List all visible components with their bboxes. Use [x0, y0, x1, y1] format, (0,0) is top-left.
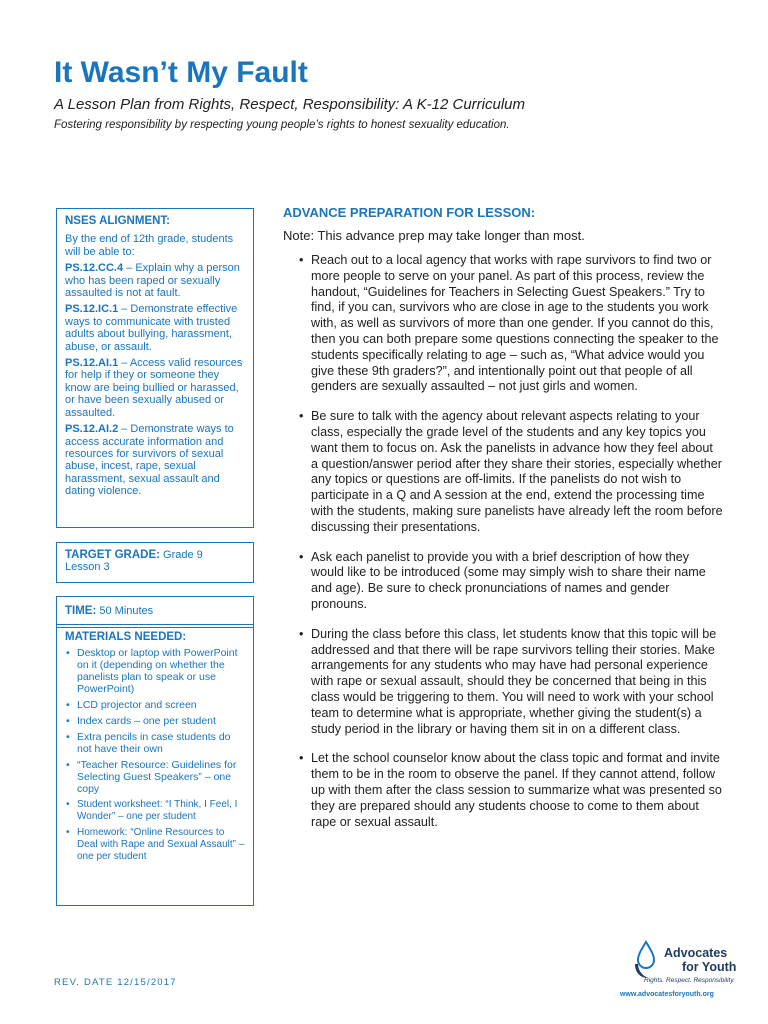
list-item: • During the class before this class, let students know that this topic will be addressed and that there will be rape survivors telling their stories. Make arrangements for any students who may have had personal experience with rape or sexual assault, should they be concerned that being in this class would be triggering to them. You will need to work with your school team to determine what is appropriate, whether giving the student(s) a study period in the library or having them sit in on a different class.: [283, 627, 723, 738]
target-grade-label: TARGET GRADE:: [65, 549, 160, 561]
standard-text: – Demonstrate ways to access accurate information and resources for survivors of sexual abuse, incest, rape, sexual harassment, sexual assault and dating violence.: [65, 423, 234, 498]
list-item: • Desktop or laptop with PowerPoint on it (depending on whether the panelists plan to speak or use PowerPoint): [77, 647, 245, 695]
nses-heading: NSES ALIGNMENT:: [65, 215, 170, 227]
list-item: • Extra pencils in case students do not have their own: [77, 731, 245, 755]
time-value: 50 Minutes: [96, 605, 154, 617]
standard-code: PS.12.CC.4: [65, 262, 124, 275]
website-link[interactable]: www.advocatesforyouth.org: [620, 991, 714, 998]
list-item: • Homework: “Online Resources to Deal with Rape and Sexual Assault” – one per student: [77, 827, 245, 863]
logo-line-2: for Youth: [682, 960, 737, 974]
standard-code: PS.12.IC.1: [65, 303, 119, 316]
page-title: It Wasn’t My Fault: [54, 56, 308, 89]
advocates-for-youth-logo[interactable]: [620, 940, 740, 1004]
standard-text: – Access valid resources for help if they or someone they know are being bullied or harassed, or have been sexually abused or assaulted.: [65, 357, 243, 419]
nses-standard: [65, 357, 245, 419]
list-item: • Ask each panelist to provide you with a brief description of how they would like to be introduced (some may simply wish to share their name and age). Be sure to check pronunciations of names and gender pronouns.: [283, 550, 723, 613]
standard-code: PS.12.AI.2: [65, 423, 119, 436]
subtitle: A Lesson Plan from Rights, Respect, Responsibility: A K-12 Curriculum: [54, 96, 526, 113]
logo-line-1: Advocates: [664, 946, 728, 960]
nses-intro: By the end of 12th grade, students will be able to:: [65, 233, 234, 258]
materials-heading: MATERIALS NEEDED:: [65, 631, 187, 643]
nses-standard: [65, 423, 245, 497]
standard-text: – Explain why a person who has been raped or sexually assaulted is not at fault.: [65, 262, 240, 300]
nses-alignment-box: [56, 208, 254, 528]
logo-tagline: Rights. Respect. Responsibility.: [644, 977, 735, 984]
logo-name: [664, 946, 736, 974]
list-item: • LCD projector and screen: [77, 699, 245, 711]
list-item: • Let the school counselor know about the class topic and format and invite them to be in the room to observe the panel. If they cannot attend, follow up with them after the class session to summarize what was presented so they are prepared should any students choose to come to them about rape or sexual assault.: [283, 751, 723, 830]
time-label: TIME:: [65, 605, 97, 617]
advance-prep-note: Note: This advance prep may take longer than most.: [283, 228, 585, 243]
standard-text: – Demonstrate effective ways to communicate with trusted adults about bullying, harassment, abuse, or assault.: [65, 303, 238, 353]
nses-standard: [65, 262, 245, 299]
section-heading: ADVANCE PREPARATION FOR LESSON:: [283, 205, 536, 220]
list-item: • “Teacher Resource: Guidelines for Selecting Guest Speakers” – one copy: [77, 759, 245, 795]
advance-prep-list: [283, 253, 723, 844]
list-item: • Student worksheet: “I Think, I Feel, I Wonder” – one per student: [77, 799, 245, 823]
lesson-number: Lesson 3: [65, 561, 110, 574]
logo-drop-icon: [632, 940, 660, 980]
materials-box: [56, 624, 254, 906]
target-grade-box: [56, 542, 254, 583]
revision-date: REV. DATE 12/15/2017: [54, 977, 177, 988]
list-item: • Index cards – one per student: [77, 715, 245, 727]
tagline: Fostering responsibility by respecting young people’s rights to honest sexuality education.: [54, 119, 510, 131]
standard-code: PS.12.AI.1: [65, 357, 119, 370]
nses-standard: [65, 303, 245, 353]
materials-list: [65, 647, 245, 863]
target-grade-value: Grade 9: [159, 549, 203, 561]
list-item: • Be sure to talk with the agency about relevant aspects relating to your class, especially the grade level of the students and any key topics you want them to focus on. Ask the panelists in advance how they feel about a question/answer period after they share their stories, especially whether any topics or questions are off-limits. If the panelists do not wish to participate in a Q and A session at the end, extend the processing time with the students, making sure panelists have already left the room before discussing their presentations.: [283, 409, 723, 535]
list-item: • Reach out to a local agency that works with rape survivors to find two or more people to serve on your panel. As part of this process, review the handout, “Guidelines for Teachers in Selecting Guest Speakers.” Try to find, if you can, survivors who are close in age to the students you work with, as well as survivors of more than one gender. If you cannot do this, then you can both prepare some questions connecting the speaker to the students specifically relating to age – such as, “What advice would you give these 9th graders?”, and intentionally point out that people of all genders are sexually assaulted – not just girls and women.: [283, 253, 723, 395]
